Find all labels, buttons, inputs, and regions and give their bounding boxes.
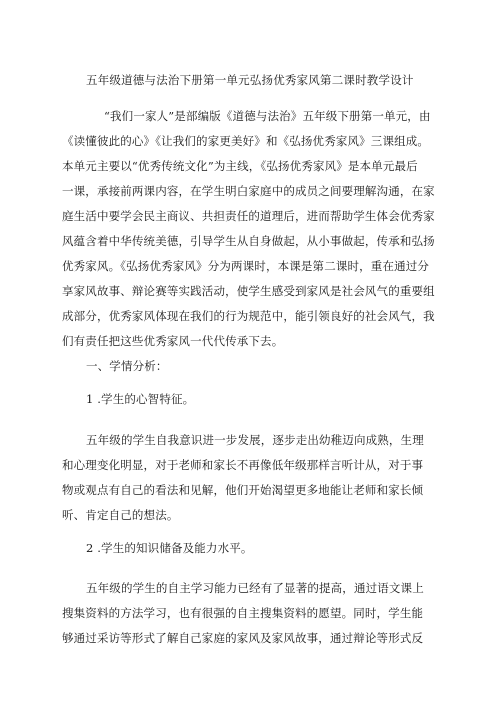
section-heading: 一、学情分析： <box>86 359 168 373</box>
paragraph-line: 听、肯定自己的想法。 <box>62 508 179 522</box>
paragraph-line: 优秀家风。《弘扬优秀家风》分为两课时，本课是第二课时，重在通过分 <box>62 259 430 273</box>
paragraph-line: 本单元主要以“优秀传统文化”为主线，《弘扬优秀家风》是本单元最后 <box>62 159 418 173</box>
paragraph-line: 一课，承接前两课内容，在学生明白家庭中的成员之间要理解沟通，在家 <box>62 184 435 198</box>
paragraph-line: 搜集资料的方法学习，也有很强的自主搜集资料的愿望。同时，学生能 <box>62 606 424 620</box>
subsection-heading: 2 .学生的知识储备及能力水平。 <box>86 541 253 555</box>
paragraph-line: 五年级的学生的自主学习能力已经有了显著的提高，通过语文课上 <box>86 581 424 595</box>
paragraph-line: 五年级的学生自我意识进一步发展，逐步走出幼稚迈向成熟，生理 <box>86 433 424 447</box>
paragraph-line: 和心理变化明显，对于老师和家长不再像低年级那样言听计从，对于事 <box>62 458 424 472</box>
subsection-heading: 1 .学生的心智特征。 <box>86 392 195 406</box>
paragraph-line: 风蕴含着中华传统美德，引导学生从自身做起，从小事做起，传承和弘扬 <box>62 234 435 248</box>
paragraph-line: 享家风故事、辩论赛等实践活动，使学生感受到家风是社会风气的重要组 <box>62 284 435 298</box>
paragraph-line: 够通过采访等形式了解自己家庭的家风及家风故事，通过辩论等形式反 <box>62 631 424 645</box>
paragraph-line: 们有责任把这些优秀家风一代代传承下去。 <box>62 334 284 348</box>
paragraph-line: 物或观点有自己的看法和见解，他们开始渴望更多地能让老师和家长倾 <box>62 483 424 497</box>
paragraph-line: 成部分，优秀家风体现在我们的行为规范中，能引领良好的社会风气，我 <box>62 309 435 323</box>
document-title: 五年级道德与法治下册第一单元弘扬优秀家风第二课时教学设计 <box>86 73 414 87</box>
paragraph-line: 庭生活中要学会民主商议、共担责任的道理后，进而帮助学生体会优秀家 <box>62 209 435 223</box>
paragraph-line: “我们一家人”是部编版《道德与法治》五年级下册第一单元，由 <box>104 109 431 123</box>
paragraph-line: 《读懂彼此的心》《让我们的家更美好》和《弘扬优秀家风》三课组成。 <box>62 134 430 148</box>
